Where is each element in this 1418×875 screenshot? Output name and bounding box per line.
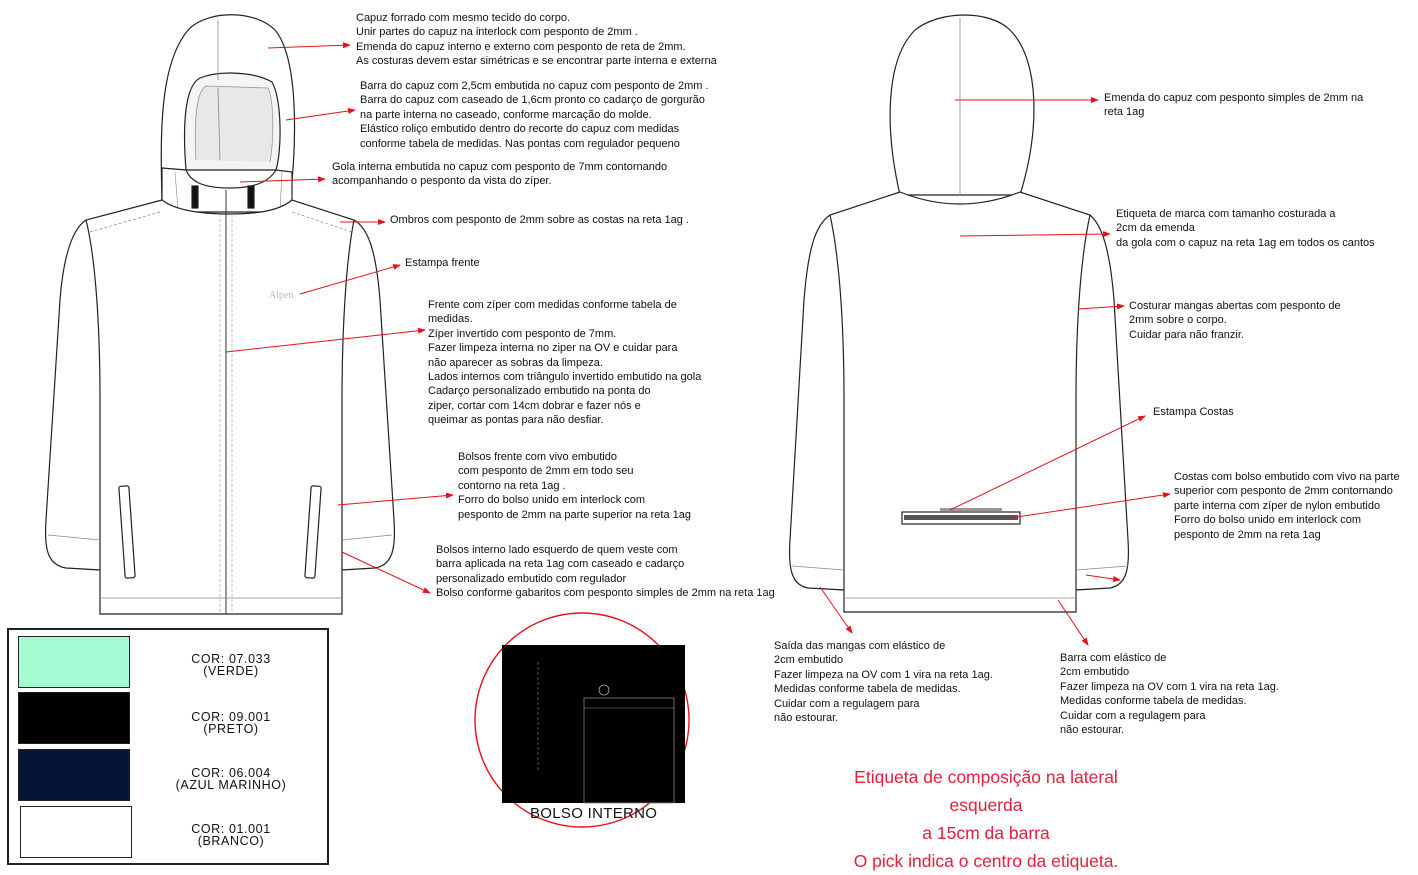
note-line: As costuras devem estar simétricas e se encontrar parte interna e externa — [356, 55, 717, 68]
color-swatch-1 — [18, 692, 130, 744]
swatch-name: (VERDE) — [203, 664, 259, 678]
note-line: barra aplicada na reta 1ag com caseado e cadarço — [436, 558, 685, 571]
note-barra — [1060, 651, 1279, 737]
swatch-label-3 — [146, 823, 316, 847]
back-hood — [890, 15, 1034, 195]
note-line: Unir partes do capuz na interlock com pesponto de 2mm . — [356, 26, 638, 39]
note-line: 2cm da emenda — [1116, 222, 1195, 235]
note-line: com pesponto de 2mm em todo seu — [458, 465, 634, 478]
note-line: não estourar. — [774, 712, 839, 725]
note-line: personalizado embutido com regulador — [436, 572, 627, 585]
note-gola — [332, 160, 667, 189]
note-bolsos-frente — [458, 450, 691, 522]
swatch-label-2 — [146, 767, 316, 791]
note-line: Gola interna embutida no capuz com pesponto de 7mm contornando — [332, 161, 668, 173]
note-line: reta 1ag — [1104, 106, 1145, 119]
note-line: Lados internos com triângulo invertido embutido na gola — [428, 371, 702, 384]
note-line: Fazer limpeza interna no ziper na OV e cuidar para — [428, 342, 678, 355]
note-line: Elástico roliço embutido dentro do recorte do capuz com medidas — [360, 123, 680, 136]
note-line: Cadarço personalizado embutido na ponta do — [428, 385, 651, 398]
swatch-code: COR: 07.033 — [191, 652, 271, 666]
note-line: Bolsos frente com vivo embutido — [458, 451, 617, 463]
note-line: na parte interna no caseado, conforme marcação do molde. — [360, 108, 652, 121]
note-line: Zíper invertido com pesponto de 7mm. — [428, 327, 617, 340]
note-line: não aparecer as sobras da limpeza. — [428, 356, 603, 369]
note-line: pesponto de 2mm na parte superior na reta 1ag — [458, 508, 691, 521]
note-line: 2cm embutido — [774, 654, 844, 667]
note-ombros — [390, 213, 689, 227]
back-body — [790, 192, 1129, 612]
swatch-code: COR: 06.004 — [191, 766, 271, 780]
note-line: Emenda do capuz com pesponto simples de 2mm na — [1104, 92, 1364, 104]
note-line: Bolso conforme gabaritos com pesponto simples de 2mm na reta 1ag — [436, 587, 775, 600]
note-line: contorno na reta 1ag . — [458, 479, 566, 492]
note-line: Barra do capuz com caseado de 1,6cm pronto co cadarço de gorgurão — [360, 94, 705, 107]
note-bolso-costas — [1174, 470, 1400, 542]
note-line: Estampa frente — [405, 257, 480, 269]
note-line: superior com pesponto de 2mm contornando — [1174, 485, 1393, 498]
note-line: ziper, cortar com 14cm dobrar e fazer nós e — [428, 399, 641, 412]
note-line: parte interna com zíper de nylon embutido — [1174, 499, 1381, 512]
note-bolso-interno — [436, 543, 775, 601]
note-line: Ombros com pesponto de 2mm sobre as costas na reta 1ag . — [390, 214, 689, 226]
color-swatch-2 — [18, 749, 130, 801]
note-line: Cuidar para não franzir. — [1129, 328, 1244, 341]
note-barra-capuz — [360, 79, 709, 151]
note-line: não estourar. — [1060, 724, 1125, 737]
swatch-code: COR: 01.001 — [191, 822, 271, 836]
note-line: Costurar mangas abertas com pesponto de — [1129, 300, 1341, 312]
swatch-name: (BRANCO) — [197, 834, 265, 848]
note-line: Barra com elástico de — [1060, 652, 1167, 664]
note-mangas — [1129, 299, 1341, 342]
note-line: Forro do bolso unido em interlock com — [458, 494, 646, 507]
note-line: Capuz forrado com mesmo tecido do corpo. — [356, 12, 570, 24]
note-line: Costas com bolso embutido com vivo na parte — [1174, 471, 1400, 483]
color-swatch-3 — [20, 806, 132, 858]
swatch-code: COR: 09.001 — [191, 710, 271, 724]
note-line: Etiqueta de marca com tamanho costurada a — [1116, 208, 1336, 220]
note-line: Fazer limpeza na OV com 1 vira na reta 1ag. — [1060, 680, 1279, 693]
note-line: Medidas conforme tabela de medidas. — [774, 683, 961, 696]
note-line: Bolsos interno lado esquerdo de quem veste com — [436, 544, 678, 556]
note-line: 2mm sobre o corpo. — [1129, 314, 1227, 327]
note-line: Emenda do capuz interno e externo com pesponto de reta de 2mm. — [356, 40, 686, 53]
note-line: pesponto de 2mm na reta 1ag — [1174, 528, 1321, 541]
note-line: Forro do bolso unido em interlock com — [1174, 514, 1362, 527]
note-line: conforme tabela de medidas. Nas pontas com regulador pequeno — [360, 137, 680, 150]
note-line: da gola com o capuz na reta 1ag em todos os cantos — [1116, 236, 1375, 249]
swatch-label-0 — [146, 653, 316, 677]
note-line: Medidas conforme tabela de medidas. — [1060, 695, 1247, 708]
note-line: Frente com zíper com medidas conforme tabela de — [428, 299, 677, 311]
note-etiqueta-marca — [1116, 207, 1375, 250]
swatch-name: (AZUL MARINHO) — [175, 778, 287, 792]
bolso-interno-caption: BOLSO INTERNO — [530, 805, 658, 822]
note-line: 2cm embutido — [1060, 666, 1130, 679]
note-line: acompanhando o pesponto da vista do zíper. — [332, 175, 552, 188]
note-line: queimar as pontas para não desfiar. — [428, 414, 604, 427]
inner-pocket-detail — [475, 613, 689, 827]
alpen-logo: Alpen — [269, 290, 294, 301]
front-jacket-drawing — [46, 15, 395, 614]
back-jacket-drawing — [790, 15, 1129, 612]
note-line: Barra do capuz com 2,5cm embutida no capuz com pesponto de 2mm . — [360, 80, 709, 92]
swatch-name: (PRETO) — [203, 722, 259, 736]
note-capuz — [356, 11, 717, 69]
note-line: a 15cm da barra — [922, 823, 1050, 843]
note-line: O pick indica o centro da etiqueta. — [853, 851, 1119, 871]
note-line: Etiqueta de composição na lateral esquerda — [854, 767, 1118, 815]
etiqueta-composicao-note — [816, 763, 1156, 875]
note-line: Fazer limpeza na OV com 1 vira na reta 1ag. — [774, 668, 993, 681]
note-line: Estampa Costas — [1153, 406, 1234, 418]
note-estampa-costas — [1153, 405, 1234, 419]
note-saida-mangas — [774, 639, 993, 725]
note-line: Saída das mangas com elástico de — [774, 640, 946, 652]
note-estampa-frente — [405, 256, 480, 270]
note-line: Cuidar com a regulagem para — [1060, 709, 1206, 722]
note-line: Cuidar com a regulagem para — [774, 697, 920, 710]
color-swatch-0 — [18, 636, 130, 688]
note-emenda-capuz — [1104, 91, 1363, 120]
note-frente — [428, 298, 701, 428]
note-line: medidas. — [428, 313, 473, 326]
swatch-label-1 — [146, 711, 316, 735]
